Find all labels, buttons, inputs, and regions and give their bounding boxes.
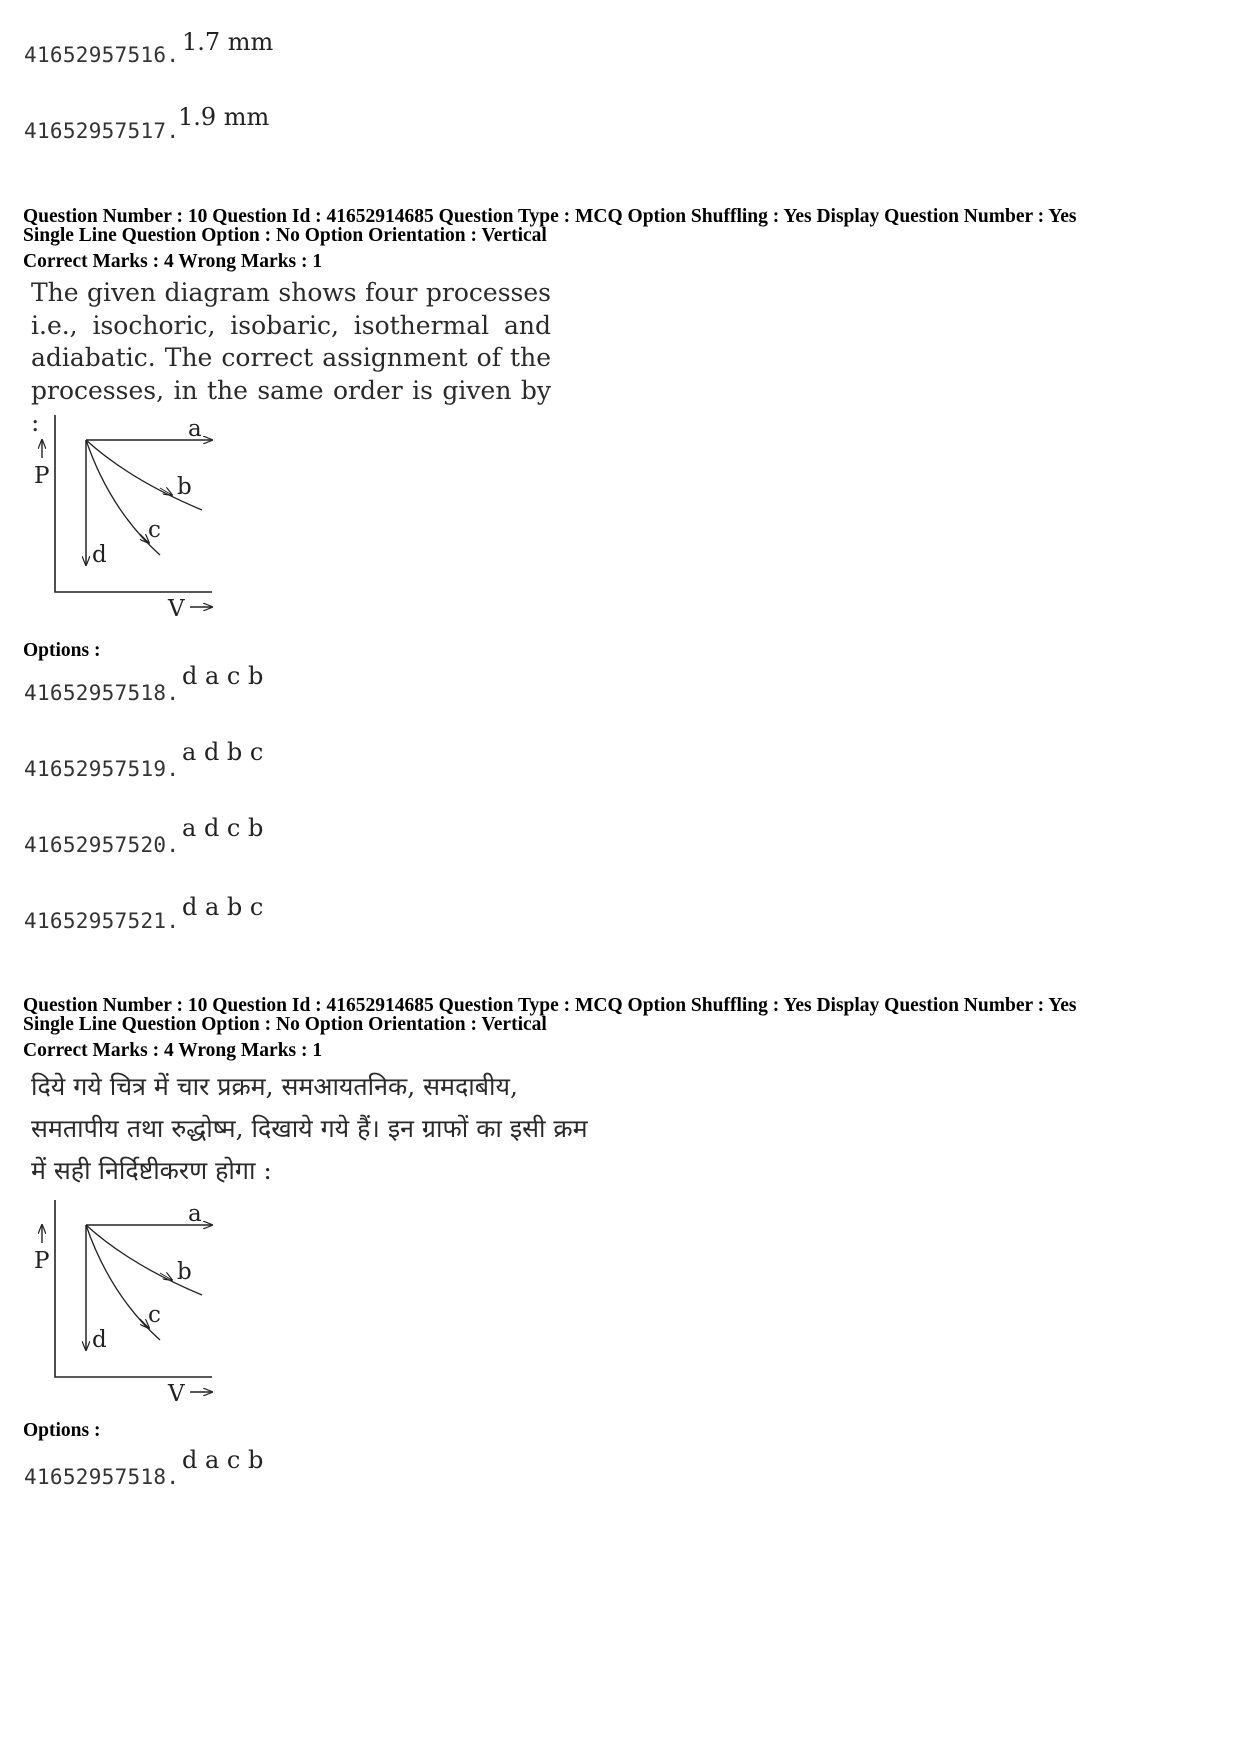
pv-diagram <box>20 410 240 625</box>
question-meta-line-2: Single Line Question Option : No Option Orientation : Vertical <box>23 225 547 246</box>
curve-label-d: d <box>92 542 107 568</box>
question-meta-line-2: Single Line Question Option : No Option Orientation : Vertical <box>23 1014 547 1035</box>
v-axis-label: V <box>168 596 185 622</box>
option-id: 41652957521. <box>24 909 180 933</box>
option-text: d a c b <box>182 662 264 690</box>
question-marks: Correct Marks : 4 Wrong Marks : 1 <box>23 1040 323 1061</box>
curve-label-c: c <box>148 517 161 543</box>
curve-label-b: b <box>177 1259 192 1285</box>
option-id: 41652957517. <box>24 119 180 143</box>
pv-diagram <box>20 1195 240 1410</box>
option-text: 1.7 mm <box>182 28 274 56</box>
curve-label-b: b <box>177 474 192 500</box>
option-id: 41652957519. <box>24 757 180 781</box>
option-text: 1.9 mm <box>178 103 270 131</box>
question-meta-line-1: Question Number : 10 Question Id : 41652914685 Question Type : MCQ Option Shuffling : Yes Display Question Number : Yes <box>23 995 1077 1016</box>
option-id: 41652957520. <box>24 833 180 857</box>
question-text: दिये गये चित्र में चार प्रक्रम, समआयतनिक, समदाबीय, समतापीय तथा रुद्धोष्म, दिखाये गये हैं। इन ग्राफों का इसी क्रम में सही निर्दिष्टीकरण होगा : <box>31 1072 588 1185</box>
question-text: The given diagram shows four processes i.e., isochoric, isobaric, isothermal and adiabatic. The correct assignment of the processes, in the same order is given by : <box>31 278 551 437</box>
v-axis-label: V <box>168 1381 185 1407</box>
curve-label-c: c <box>148 1302 161 1328</box>
question-marks: Correct Marks : 4 Wrong Marks : 1 <box>23 251 323 272</box>
options-label: Options : <box>23 640 101 661</box>
option-text: a d c b <box>182 814 264 842</box>
curve-label-a: a <box>188 1201 202 1227</box>
curve-label-a: a <box>188 416 202 442</box>
option-id: 41652957516. <box>24 43 180 67</box>
p-axis-label: P <box>34 1248 50 1274</box>
option-text: d a b c <box>182 893 264 921</box>
question-meta-line-1: Question Number : 10 Question Id : 41652914685 Question Type : MCQ Option Shuffling : Yes Display Question Number : Yes <box>23 206 1077 227</box>
curve-label-d: d <box>92 1327 107 1353</box>
p-axis-label: P <box>34 463 50 489</box>
option-text: d a c b <box>182 1446 264 1474</box>
option-id: 41652957518. <box>24 681 180 705</box>
option-id: 41652957518. <box>24 1465 180 1489</box>
options-label: Options : <box>23 1420 101 1441</box>
option-text: a d b c <box>182 738 264 766</box>
